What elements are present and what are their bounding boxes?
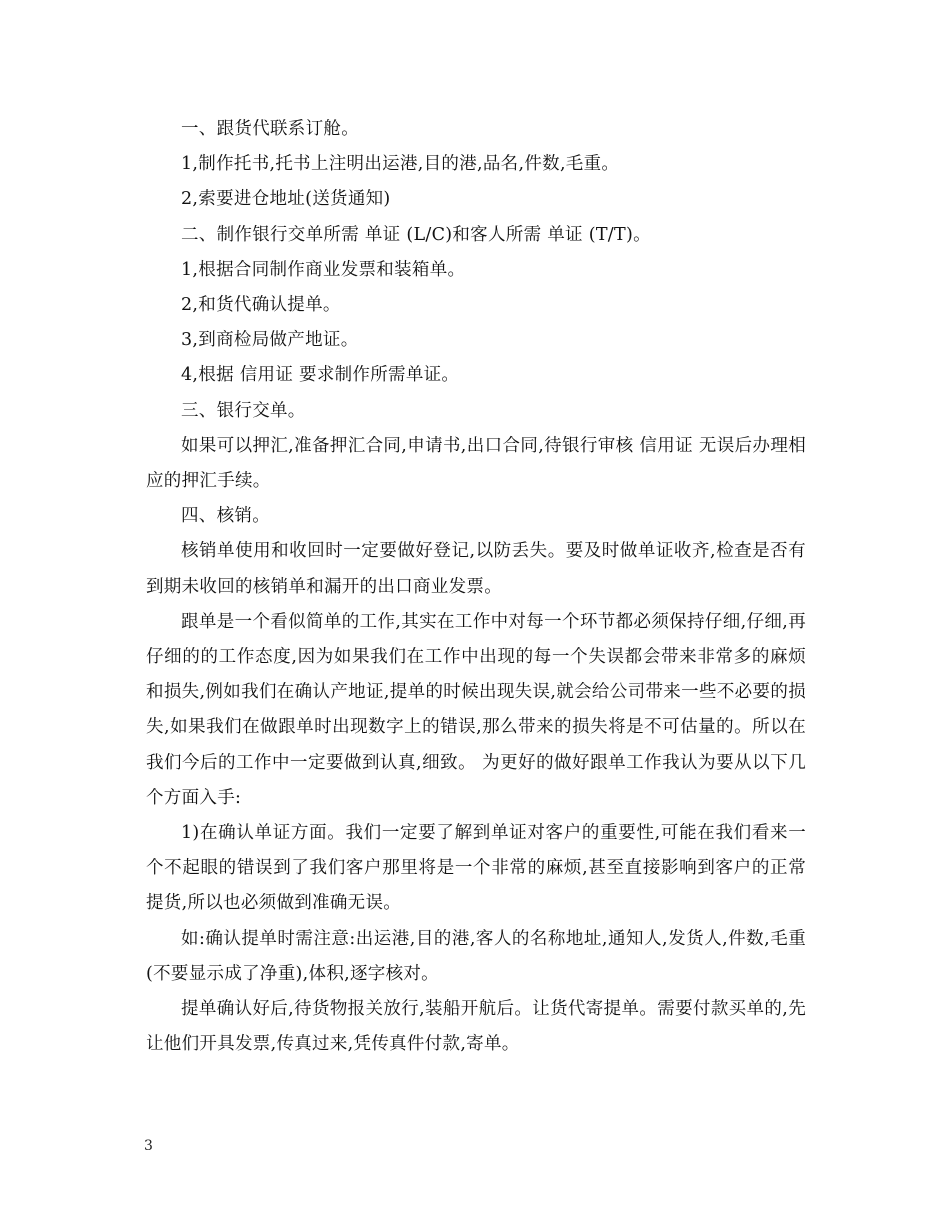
paragraph: 提单确认好后,待货物报关放行,装船开航后。让货代寄提单。需要付款买单的,先让他们开具发票,传真过来,凭传真件付款,寄单。 xyxy=(146,999,806,1055)
paragraph: 1,根据合同制作商业发票和装箱单。 xyxy=(181,259,466,280)
paragraph: 核销单使用和收回时一定要做好登记,以防丢失。要及时做单证收齐,检查是否有到期未收回的核销单和漏开的出口商业发票。 xyxy=(146,541,806,597)
paragraph: 4,根据 信用证 要求制作所需单证。 xyxy=(181,365,460,386)
page-number: 3 xyxy=(144,1138,153,1154)
paragraph: 1,制作托书,托书上注明出运港,目的港,品名,件数,毛重。 xyxy=(181,154,620,175)
paragraph: 2,索要进仓地址(送货通知) xyxy=(181,189,391,210)
paragraph: 三、银行交单。 xyxy=(181,400,306,421)
paragraph: 1)在确认单证方面。我们一定要了解到单证对客户的重要性,可能在我们看来一个不起眼的错误到了我们客户那里将是一个非常的麻烦,甚至直接影响到客户的正常提货,所以也必须做到准确无误。 xyxy=(146,823,806,914)
document-body xyxy=(146,112,806,1062)
paragraph: 一、跟货代联系订舱。 xyxy=(181,119,359,139)
paragraph: 二、制作银行交单所需 单证 (L/C)和客人所需 单证 (T/T)。 xyxy=(181,224,651,245)
paragraph: 如果可以押汇,准备押汇合同,申请书,出口合同,待银行审核 信用证 无误后办理相应的押汇手续。 xyxy=(146,435,806,492)
paragraph: 跟单是一个看似简单的工作,其实在工作中对每一个环节都必须保持仔细,仔细,再仔细的的工作态度,因为如果我们在工作中出现的每一个失误都会带来非常多的麻烦和损失,例如我们在确认产地证,提单的时候出现失误,就会给公司带来一些不必要的损失,如果我们在做跟单时出现数字上的错误,那么带来的损失将是不可估量的。所以在我们今后的工作中一定要做到认真,细致。 为更好的做好跟单工作我认为要从以下几个方面入手: xyxy=(146,611,806,808)
paragraph: 四、核销。 xyxy=(181,506,270,527)
paragraph: 3,到商检局做产地证。 xyxy=(181,330,359,351)
paragraph: 如:确认提单时需注意:出运港,目的港,客人的名称地址,通知人,发货人,件数,毛重(不要显示成了净重),体积,逐字核对。 xyxy=(146,928,806,984)
paragraph: 2,和货代确认提单。 xyxy=(181,295,341,316)
